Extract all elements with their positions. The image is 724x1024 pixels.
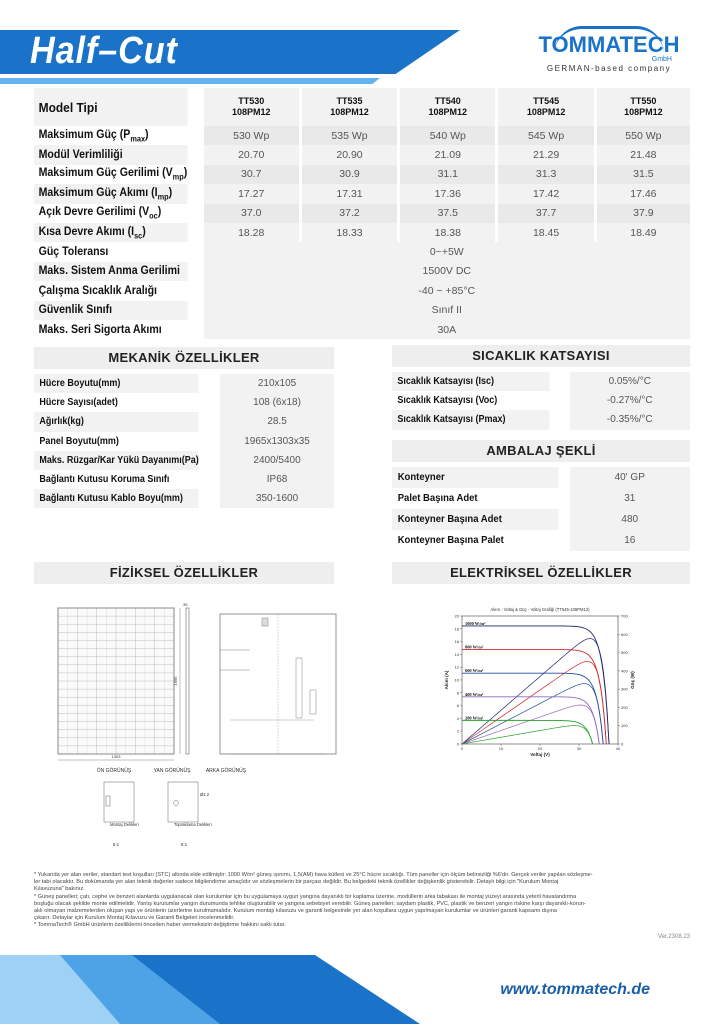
- model-name: TT540 108PM12: [399, 88, 497, 126]
- back-view-label: ARKA GÖRÜNÜŞ: [205, 768, 247, 774]
- spec-value: 17.46: [595, 184, 690, 203]
- spec-value: 18.49: [595, 223, 690, 242]
- series-label: 400 W/m²: [465, 691, 484, 697]
- spec-value: 21.09: [399, 145, 497, 164]
- spec-label-tail: ): [145, 128, 149, 141]
- packing-row: [392, 488, 690, 509]
- y-tick-label: 14: [454, 651, 459, 657]
- spec-value: 535 Wp: [300, 126, 398, 145]
- scale-ground: 6:1: [180, 842, 188, 847]
- spec-value: 18.45: [497, 223, 595, 242]
- spec-span-row: [34, 320, 690, 339]
- spec-label-subscript: mp: [157, 192, 169, 202]
- mount-hole-detail: [104, 782, 139, 847]
- y2-tick-label: 700: [621, 613, 628, 619]
- spec-value: 30A: [202, 320, 690, 339]
- mechanical-row: [34, 451, 334, 470]
- y-tick-label: 0: [456, 741, 459, 747]
- mechanical-value: 28.5: [219, 412, 334, 431]
- packing-label: Konteyner Başına Adet: [392, 509, 559, 530]
- spec-value: 21.48: [595, 145, 690, 164]
- spec-header-row: [34, 88, 690, 126]
- spec-row-label: [34, 145, 189, 164]
- spec-value: 31.3: [497, 165, 595, 184]
- mechanical-value: 2400/5400: [219, 451, 334, 470]
- packing-value: 480: [568, 509, 690, 530]
- brand-logo: [534, 22, 684, 72]
- y-tick-label: 12: [454, 664, 459, 670]
- packing-table: [392, 467, 690, 551]
- mechanical-table: [34, 374, 334, 508]
- y2-axis-label: Güç (W): [630, 671, 635, 689]
- mount-holes-label: Montaj Delikleri: [110, 822, 139, 827]
- spec-span-row: [34, 262, 690, 281]
- side-view: [183, 602, 189, 754]
- y-tick-label: 20: [454, 613, 459, 619]
- spec-label-text: Maksimum Güç Akımı (I: [38, 186, 158, 199]
- spec-value: 30.9: [300, 165, 398, 184]
- plot-area: [462, 616, 618, 744]
- spec-row: [34, 126, 690, 145]
- temperature-row: [392, 391, 690, 410]
- spec-label-subscript: oc: [149, 211, 158, 221]
- model-name: TT535 108PM12: [300, 88, 398, 126]
- spec-value: 20.90: [300, 145, 398, 164]
- spec-row: [34, 184, 690, 203]
- physical-title: FİZİKSEL ÖZELLİKLER: [34, 562, 334, 584]
- model-name: TT545 108PM12: [497, 88, 595, 126]
- page-title: Half–Cut: [30, 30, 178, 72]
- y-tick-label: 8: [456, 690, 459, 696]
- spec-value: 18.33: [300, 223, 398, 242]
- y-axis-label: Akım (A): [444, 670, 449, 690]
- y-tick-label: 16: [454, 639, 459, 645]
- spec-value: 21.29: [497, 145, 595, 164]
- x-tick-label: 30: [576, 746, 582, 751]
- y-tick-label: 6: [456, 703, 459, 709]
- spec-row-label: Maks. Seri Sigorta Akımı: [34, 320, 189, 339]
- spec-value: 550 Wp: [595, 126, 690, 145]
- mechanical-label: Ağırlık(kg): [34, 412, 200, 431]
- packing-value: 31: [568, 488, 690, 509]
- y2-tick-label: 300: [621, 686, 628, 692]
- spec-value: Sınıf II: [202, 301, 690, 320]
- packing-label: Palet Başına Adet: [397, 493, 478, 504]
- mechanical-value: 108 (6x18): [219, 393, 334, 412]
- temperature-label: Sıcaklık Katsayısı (Voc): [397, 395, 498, 407]
- y2-tick-label: 200: [621, 704, 628, 710]
- header: [0, 0, 724, 84]
- spec-value: 31.5: [595, 165, 690, 184]
- y2-tick-label: 500: [621, 650, 628, 656]
- spec-value: 37.5: [399, 204, 497, 223]
- temperature-value: 0.05%/°C: [568, 372, 690, 391]
- spec-label-text: Açık Devre Gerilimi (V: [38, 206, 150, 219]
- spec-row-label: [34, 165, 189, 184]
- spec-row-label: Güvenlik Sınıfı: [34, 301, 189, 320]
- temperature-value: -0.27%/°C: [568, 391, 690, 410]
- spec-row-label: [34, 126, 189, 145]
- spec-row: [34, 145, 690, 164]
- packing-row: [392, 530, 690, 551]
- mechanical-value: 350-1600: [219, 489, 334, 508]
- mechanical-label: Maks. Rüzgar/Kar Yükü Dayanımı(Pa): [34, 451, 200, 470]
- model-type-label: Model Tipi: [34, 88, 189, 126]
- y-tick-label: 4: [456, 715, 459, 721]
- y-tick-label: 10: [454, 677, 459, 683]
- spec-value: 18.38: [399, 223, 497, 242]
- dim-thickness-label: 35: [183, 602, 188, 607]
- spec-label-tail: ): [142, 225, 146, 238]
- y2-tick-label: 100: [621, 723, 628, 729]
- mechanical-value: IP68: [219, 470, 334, 489]
- x-tick-label: 20: [537, 746, 543, 751]
- spec-value: 37.2: [300, 204, 398, 223]
- spec-value: 37.9: [595, 204, 690, 223]
- spec-value: 530 Wp: [202, 126, 300, 145]
- spec-value: 18.28: [202, 223, 300, 242]
- spec-label-subscript: mp: [172, 172, 184, 182]
- footnote-line: ler tabi olacaktır. Bu dokümanda yer alan teknik değerler sadece bilgilendirme amaçlıdır ve sözleşmelerin bir parçası değildir. Bu belgedeki teknik özellikler değişkenlik gösterebilir. Detaylı bilgi için "Kurulum Montaj: [34, 879, 559, 886]
- spec-label-tail: ): [157, 206, 162, 219]
- packing-row: [392, 467, 690, 488]
- footnote-line: Kılavuzuna" bakınız.: [34, 886, 85, 893]
- x-tick-label: 10: [498, 746, 504, 751]
- front-view-label: ÖN GÖRÜNÜŞ: [96, 768, 132, 774]
- spec-value: 31.1: [399, 165, 497, 184]
- series-label: 200 W/m²: [465, 715, 484, 721]
- header-stripe-accent: [0, 78, 380, 84]
- front-view: [58, 608, 180, 760]
- spec-value: 1500V DC: [202, 262, 690, 281]
- packing-label: Konteyner: [392, 467, 559, 488]
- x-tick-label: 40: [615, 746, 621, 751]
- iv-chart: [440, 604, 640, 764]
- packing-row: [392, 509, 690, 530]
- packing-label: Konteyner Başına Palet: [397, 535, 504, 546]
- footnote-line: boşluğu olacak şekilde monte edilmelidir. Yanlış kurulumlar yangın durumunda tehlike oluşturabilir ve yangına sebebiyet verebilir. Güneş panelleri; saydam plastik, PVC, plastik ve benzeri yangın riskine karşı dayanıklı-korun-: [34, 900, 586, 907]
- mechanical-value: 210x105: [219, 374, 334, 393]
- spec-row-label: [34, 204, 189, 223]
- scale-mount: 6:1: [112, 842, 120, 847]
- spec-label-subscript: max: [130, 133, 146, 143]
- temperature-row: [392, 410, 690, 429]
- packing-title: AMBALAJ ŞEKLİ: [392, 440, 690, 462]
- dim-width-label: 1303: [111, 754, 121, 759]
- mechanical-value: 1965x1303x35: [219, 432, 334, 451]
- y-tick-label: 18: [454, 626, 459, 632]
- spec-value: 0~+5W: [202, 242, 690, 261]
- spec-row-label: Maks. Sistem Anma Gerilimi: [34, 262, 189, 281]
- mechanical-row: [34, 374, 334, 393]
- footnote-line: * Güneş panelleri; çatı, cephe ve benzeri alanlarda uygulanacak olan kurulumlar için bu uygulamaya uygun yangına dayanıklı bir kaplama üzerine, modüllerin arka tabakası ile montaj yüzeyi arasında yeterli havalandırma: [34, 893, 577, 900]
- logo-tagline: GERMAN-based company: [546, 64, 672, 73]
- spec-span-row: [34, 301, 690, 320]
- series-label: 600 W/m²: [465, 668, 484, 674]
- footnote-line: aklı olmayan malzemelerden oluşan yapı ve ürünlerin üzerlerine kurulmamalıdır. Kurulum montajı kılavuzu ve garanti belgesinde yer alan koşullara uygun yapılmayan kurulumlar ve ürünleri garanti kapsamı dışına: [34, 908, 557, 915]
- spec-row-label: [34, 223, 189, 242]
- spec-span-row: [34, 242, 690, 261]
- mechanical-row: [34, 489, 334, 508]
- mechanical-row: [34, 393, 334, 412]
- model-name: TT550 108PM12: [595, 88, 690, 126]
- website-link[interactable]: www.tommatech.de: [500, 981, 650, 998]
- spec-value: 37.0: [202, 204, 300, 223]
- ground-hole-detail: [168, 782, 212, 847]
- spec-label-text: Maksimum Güç (P: [38, 128, 131, 141]
- mechanical-row: [34, 470, 334, 489]
- spec-label-tail: ): [183, 167, 188, 180]
- temperature-title: SICAKLIK KATSAYISI: [392, 345, 690, 367]
- mechanical-label: Panel Boyutu(mm): [39, 435, 119, 447]
- mechanical-label: Bağlantı Kutusu Koruma Sınıfı: [39, 474, 170, 486]
- footnotes: [34, 872, 690, 930]
- spec-row-label: Güç Toleransı: [34, 242, 189, 261]
- y-tick-label: 2: [456, 728, 459, 734]
- model-name: TT530 108PM12: [202, 88, 300, 126]
- spec-row: [34, 204, 690, 223]
- side-view-label: YAN GÖRÜNÜŞ: [153, 768, 191, 774]
- electrical-spec-table: [34, 88, 690, 339]
- x-tick-label: 0: [460, 746, 464, 751]
- spec-row: [34, 223, 690, 242]
- mechanical-row: [34, 432, 334, 451]
- spec-row: [34, 165, 690, 184]
- packing-value: 40' GP: [568, 467, 690, 488]
- spec-value: 17.31: [300, 184, 398, 203]
- back-view: [220, 614, 336, 754]
- series-label: 1000 W/m²: [465, 620, 486, 626]
- footer: [0, 955, 724, 1024]
- spec-label-tail: ): [168, 186, 173, 199]
- mechanical-label: Hücre Sayısı(adet): [39, 397, 118, 409]
- spec-row-label: [34, 184, 189, 203]
- mechanical-title: MEKANİK ÖZELLİKLER: [34, 347, 334, 369]
- footnote-line: * TommaTech® GmbH ürünlerin özelliklerini önceden haber vermeksizin değiştirme hakkını saklı tutar.: [34, 922, 286, 929]
- panel-drawing: [34, 600, 364, 860]
- y2-tick-label: 400: [621, 668, 628, 674]
- footnote-line: çıkarır. Detaylar için Kurulum Montaj Kılavuzu ve Garanti Belgeleri incelenmelidir.: [34, 915, 235, 922]
- temperature-label: Sıcaklık Katsayısı (Pmax): [392, 410, 550, 429]
- spec-label-text: Maksimum Güç Gerilimi (V: [38, 167, 173, 180]
- spec-value: 17.27: [202, 184, 300, 203]
- spec-row-label: Çalışma Sıcaklık Aralığı: [34, 281, 189, 300]
- temperature-table: [392, 372, 690, 430]
- logo-gmbh: GmbH: [651, 56, 672, 63]
- version-label: Ver.2308.23: [657, 934, 690, 940]
- electrical-title: ELEKTRİKSEL ÖZELLİKLER: [392, 562, 690, 584]
- chart-title: Akım - Voltaj & Güç - Voltaj Grafiği (TT545-108PM12): [490, 607, 590, 612]
- ground-holes-label: Topraklama Delikleri: [174, 822, 212, 827]
- y2-tick-label: 600: [621, 631, 628, 637]
- spec-label-subscript: sc: [134, 230, 143, 240]
- spec-span-row: [34, 281, 690, 300]
- spec-value: -40 ~ +85°C: [202, 281, 690, 300]
- series-label: 800 W/m²: [465, 644, 484, 650]
- hole-dim-label: Ø4.2: [200, 792, 210, 797]
- spec-value: 17.42: [497, 184, 595, 203]
- logo-text: TOMMATECH: [538, 32, 680, 57]
- spec-value: 540 Wp: [399, 126, 497, 145]
- spec-label-text: Kısa Devre Akımı (I: [38, 225, 135, 238]
- spec-label-text: Modül Verimliliği: [38, 149, 123, 162]
- spec-value: 17.36: [399, 184, 497, 203]
- y2-tick-label: 0: [621, 741, 624, 747]
- x-axis-label: Voltaj (V): [530, 752, 550, 757]
- temperature-row: [392, 372, 690, 391]
- footnote-line: * Yukarıda yer alan veriler, standart test koşulları (STC) altında elde edilmiştir: 1000 W/m² güneş ışınımı, 1,5(AM) hava kütlesi ve 25°C hücre sıcaklığı. Tüm paneller için ölçüm belirsizliği %6'dır. Gerçek veriler yapılan sözleşme-: [34, 872, 593, 878]
- temperature-value: -0.35%/°C: [568, 410, 690, 429]
- packing-value: 16: [568, 530, 690, 551]
- dim-height-label: 1965: [173, 676, 178, 686]
- spec-value: 30.7: [202, 165, 300, 184]
- mechanical-label: Bağlantı Kutusu Kablo Boyu(mm): [34, 489, 200, 508]
- temperature-label: Sıcaklık Katsayısı (Isc): [392, 372, 550, 391]
- spec-value: 20.70: [202, 145, 300, 164]
- spec-value: 545 Wp: [497, 126, 595, 145]
- spec-value: 37.7: [497, 204, 595, 223]
- mechanical-label: Hücre Boyutu(mm): [34, 374, 200, 393]
- mechanical-row: [34, 412, 334, 431]
